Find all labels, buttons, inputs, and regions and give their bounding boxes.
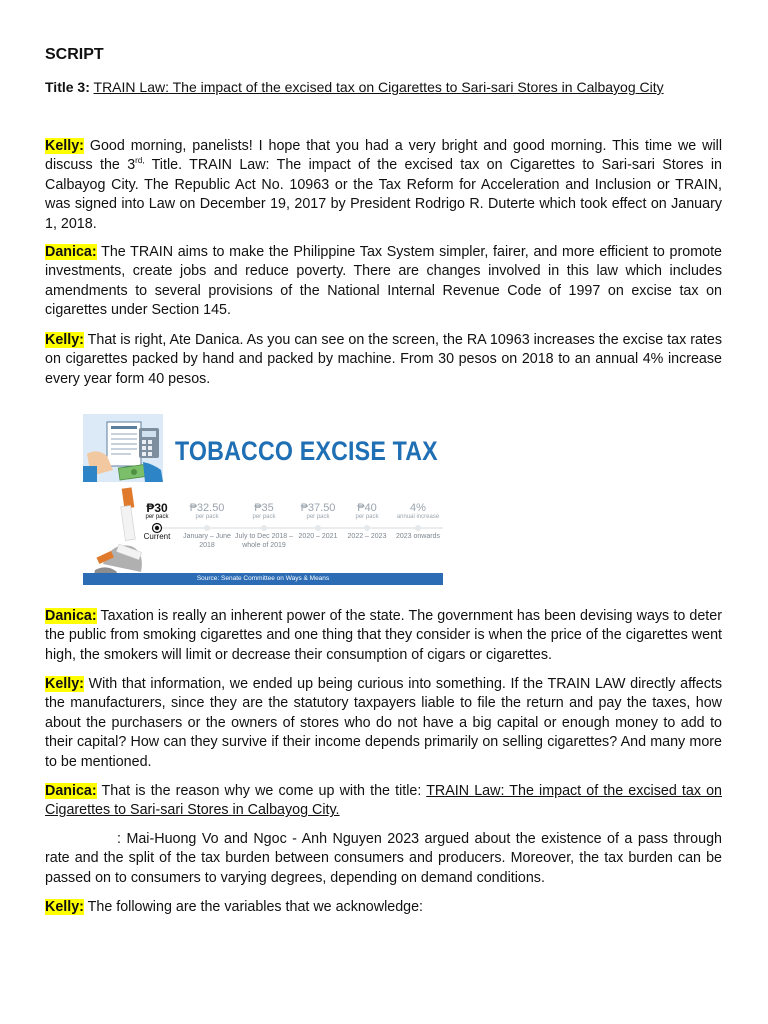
- step-value: 4%: [410, 502, 426, 514]
- paragraph-danica-reason: [45, 782, 722, 821]
- paragraph-citation: [45, 830, 722, 888]
- underlined-title: TRAIN Law: The impact of the excised tax on Cigarettes to Sari-sari Stores in Calbayog City.: [45, 783, 722, 819]
- paragraph-text: That is the reason why we come up with the title:: [96, 783, 427, 799]
- step-label: Current: [143, 532, 171, 541]
- step-unit: per pack: [355, 514, 379, 520]
- step-unit: per pack: [145, 514, 169, 520]
- step-value: ₱30: [146, 501, 168, 515]
- tobacco-excise-tax-infographic: [83, 414, 443, 585]
- ordinal-suffix: rd,: [135, 156, 145, 166]
- paragraph-text: Taxation is really an inherent power of the state. The government has been devising ways to deter the public from smoking cigarettes and one thing that they consider is when the price of the cigarettes went high, the smokers will limit or decrease their consumption of cigars or cigarettes.: [45, 608, 722, 663]
- speaker-kelly: Kelly:: [45, 332, 84, 348]
- step-unit: per pack: [195, 514, 219, 520]
- step-unit: per pack: [252, 514, 276, 520]
- step-label: July to Dec 2018 – whole of 2019: [235, 533, 293, 549]
- paragraph-text: : Mai-Huong Vo and Ngoc - Anh Nguyen 2023 argued about the existence of a pass through rate and the split of the tax burden between consumers and producers. Moreover, the tax burden can be passed on to consumers to varying degrees, depending on demand conditions.: [45, 831, 722, 886]
- speaker-danica: Danica:: [45, 608, 97, 624]
- paragraph-kelly-intro: [45, 137, 722, 234]
- script-heading: SCRIPT: [45, 46, 104, 63]
- step-label: January – June 2018: [183, 533, 231, 549]
- speaker-kelly: Kelly:: [45, 676, 84, 692]
- paragraph-kelly-variables: [45, 898, 722, 917]
- step-label: 2020 – 2021: [298, 533, 338, 540]
- step-value: ₱37.50: [300, 502, 336, 514]
- paragraph-text: That is right, Ate Danica. As you can see on the screen, the RA 10963 increases the excise tax rates on cigarettes packed by hand and packed by machine. From 30 pesos on 2018 to an annual 4% increase every year form 40 pesos.: [45, 332, 722, 387]
- step-unit: annual increase: [396, 514, 440, 520]
- paragraph-text: Title. TRAIN Law: The impact of the excised tax on Cigarettes to Sari-sari Stores in Calbayog City. The Republic Act No. 10963 or the Tax Reform for Acceleration and Inclusion or TRAIN, was signed into Law on December 19, 2017 by President Rodrigo R. Duterte which took effect on January 1, 2018.: [45, 157, 722, 232]
- step-label: 2022 – 2023: [347, 533, 387, 540]
- step-value: ₱35: [254, 502, 274, 514]
- step-unit: per pack: [306, 514, 330, 520]
- timeline-step: [178, 502, 236, 521]
- paragraph-text: The TRAIN aims to make the Philippine Tax System simpler, fairer, and more efficient to promote investments, create jobs and reduce poverty. There are changes involved in this law which includes amendments to several provisions of the National Internal Revenue Code of 1997 on excise tax on cigarettes under Section 145.: [45, 244, 722, 319]
- paragraph-kelly-curious: [45, 675, 722, 772]
- speaker-danica: Danica:: [45, 783, 97, 799]
- step-value: ₱32.50: [189, 502, 225, 514]
- paragraph-danica-aims: [45, 243, 722, 321]
- step-label: 2023 onwards: [396, 533, 440, 540]
- paragraph-text: With that information, we ended up being curious into something. If the TRAIN LAW directly affects the manufacturers, since they are the statutory taxpayers liable to file the return and pay the taxes, how about the purchasers or the owners of stores who do not have a big capital or enough money to add to their capital? How can they survive if their income depends primarily on selling cigarettes? And many more to be mentioned.: [45, 676, 722, 770]
- speaker-kelly: Kelly:: [45, 138, 84, 154]
- title-text: TRAIN Law: The impact of the excised tax on Cigarettes to Sari-sari Stores in Calbayog City: [93, 79, 664, 95]
- timeline-step: [338, 502, 396, 521]
- paragraph-text: The following are the variables that we acknowledge:: [83, 899, 424, 915]
- infographic-title: TOBACCO EXCISE TAX: [175, 436, 438, 466]
- title-label: Title 3:: [45, 79, 90, 95]
- source-bar: Source: Senate Committee on Ways & Means: [83, 573, 443, 585]
- paragraph-text: Good morning, panelists! I hope that you had a very bright and good morning. This time we will discuss the 3: [45, 138, 722, 174]
- speaker-danica: Danica:: [45, 244, 97, 260]
- title-line: [45, 79, 735, 95]
- paragraph-kelly-rates: [45, 331, 722, 389]
- speaker-kelly: Kelly:: [45, 899, 84, 915]
- paragraph-danica-taxation: [45, 607, 722, 665]
- calculator-icon: [139, 428, 159, 458]
- timeline-step: [235, 502, 293, 521]
- tax-form-icon: [107, 422, 141, 466]
- step-value: ₱40: [357, 502, 377, 514]
- timeline-step: [389, 502, 443, 521]
